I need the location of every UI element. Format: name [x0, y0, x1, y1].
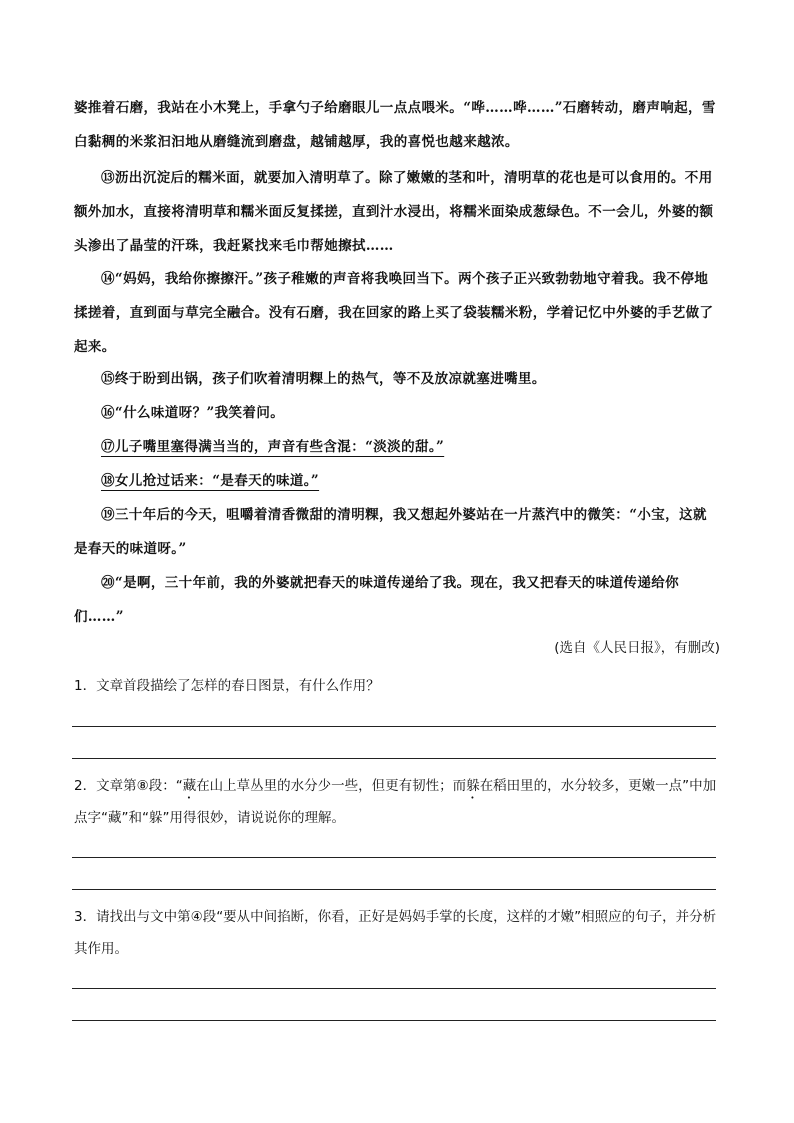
passage-paragraph-14: ⑭“妈妈，我给你擦擦汗。”孩子稚嫩的声音将我唤回当下。两个孩子正兴致勃勃地守着我。我不停地揉搓着，直到面与草完全融合。没有石磨，我在回家的路上买了袋装糯米粉，学着记忆中外婆的手艺做了起来。: [74, 271, 714, 355]
answer-line[interactable]: [72, 1020, 716, 1021]
emphasized-char-duo: 躲: [466, 778, 480, 794]
question-2-text: 2．文章第⑧段：“: [74, 778, 183, 794]
passage-paragraph-17: [74, 430, 718, 464]
answer-line[interactable]: [72, 726, 716, 727]
answer-line[interactable]: [72, 988, 716, 989]
answer-line[interactable]: [72, 758, 716, 759]
passage-paragraph-19: ⑲三十年后的今天，咀嚼着清香微甜的清明粿，我又想起外婆站在一片蒸汽中的微笑：“小宝，这就是春天的味道呀。”: [74, 507, 707, 557]
question-1: 1．文章首段描绘了怎样的春日图景，有什么作用？: [74, 678, 380, 694]
passage-paragraph-20: ⑳“是啊，三十年前，我的外婆就把春天的味道传递给了我。现在，我又把春天的味道传递给你们……”: [74, 575, 680, 625]
source-citation: (选自《人民日报》，有删改): [554, 640, 720, 656]
passage-paragraph-15: ⑮终于盼到出锅，孩子们吹着清明粿上的热气，等不及放凉就塞进嘴里。: [101, 371, 546, 387]
question-2-text: 在山上草丛里的水分少一些，但更有韧性；而: [196, 778, 467, 794]
question-2-text: 在稻田里的，水分较多，更嫩一点”中加点字“藏”和“躲”用得很妙，请说说你的理解。: [74, 778, 717, 826]
underlined-sentence-17: ⑰儿子嘴里塞得满当当的，声音有些含混：“淡淡的甜。”: [101, 439, 445, 455]
answer-line[interactable]: [72, 889, 716, 890]
underlined-sentence-18: ⑱女儿抢过话来：“是春天的味道。”: [101, 473, 320, 489]
answer-line[interactable]: [72, 857, 716, 858]
passage-paragraph-18: [74, 464, 718, 498]
passage-paragraph-16: ⑯“什么味道呀？”我笑着问。: [101, 405, 285, 421]
passage-paragraph-13: ⑬沥出沉淀后的糯米面，就要加入清明草了。除了嫩嫩的茎和叶，清明草的花也是可以食用的。不用额外加水，直接将清明草和糯米面反复揉搓，直到汁水浸出，将糯米面染成葱绿色。不一会儿，外婆的额头渗出了晶莹的汗珠，我赶紧找来毛巾帮她擦拭……: [74, 170, 714, 254]
emphasized-char-cang: 藏: [182, 778, 197, 794]
question-3: 3．请找出与文中第④段“要从中间掐断，你看，正好是妈妈手掌的长度，这样的才嫩”相照应的句子，并分析其作用。: [74, 909, 717, 957]
question-2: [74, 770, 718, 834]
passage-paragraph-12-continued: 婆推着石磨，我站在小木凳上，手拿勺子给磨眼儿一点点喂米。“哗……哗……”石磨转动，磨声响起，雪白黏稠的米浆汩汩地从磨缝流到磨盘，越铺越厚，我的喜悦也越来越浓。: [74, 100, 716, 150]
